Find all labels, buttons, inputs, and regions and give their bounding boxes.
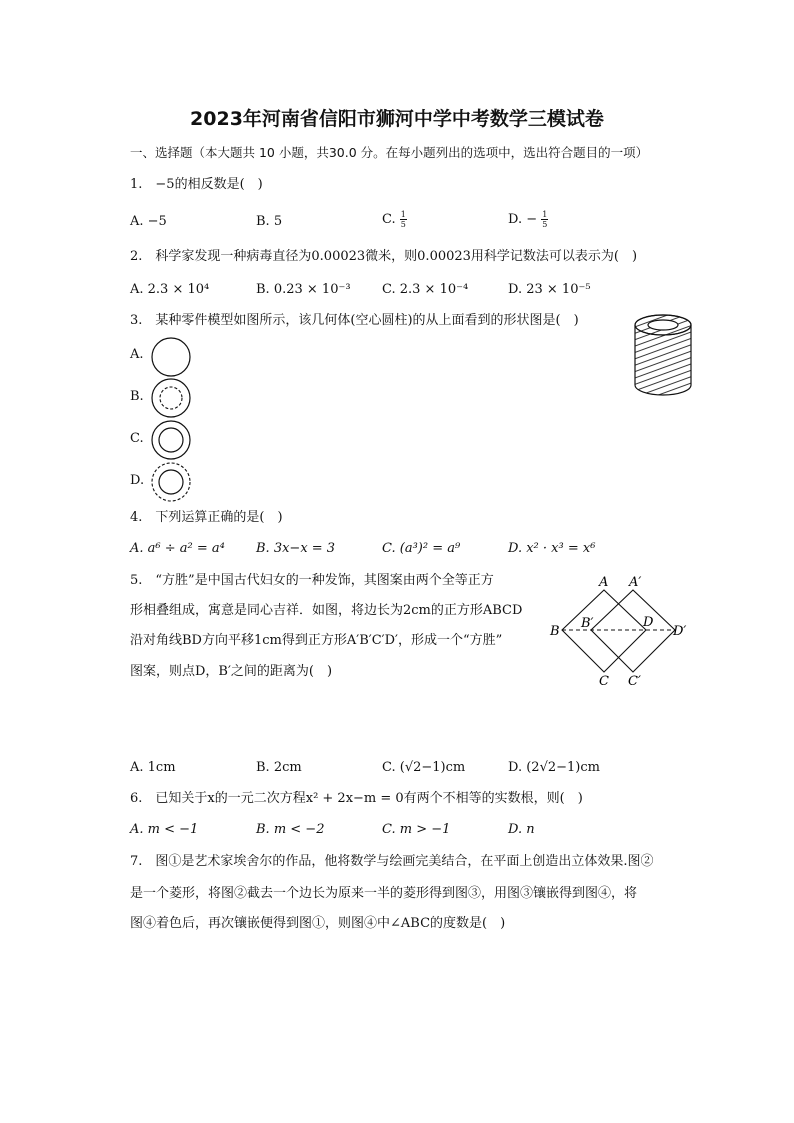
q4-option-a[interactable]: A. a⁶ ÷ a² = a⁴ <box>130 541 225 556</box>
q5-stem-line-1: 5. “方胜”是中国古代妇女的一种发饰，其图案由两个全等正方 <box>130 573 494 588</box>
label-C: C <box>599 674 609 689</box>
fangsheng-figure <box>545 572 695 690</box>
q6-option-a[interactable]: A. m < −1 <box>130 822 199 837</box>
fraction-numerator: 1 <box>400 210 406 219</box>
q3-option-c-ring-icon <box>150 419 192 461</box>
q1-option-b[interactable]: B. 5 <box>256 214 283 229</box>
q1-option-d[interactable] <box>508 210 548 230</box>
q1-option-a[interactable]: A. −5 <box>130 214 167 229</box>
label-A: A <box>599 575 609 590</box>
label-D: D <box>643 615 654 630</box>
label-C-prime: C′ <box>628 674 641 689</box>
q4-option-d[interactable]: D. x² · x³ = x⁶ <box>508 541 596 556</box>
q2-option-a[interactable]: A. 2.3 × 10⁴ <box>130 282 210 297</box>
q5-option-c[interactable]: C. (√2−1)cm <box>382 760 466 775</box>
q5-stem-line-3: 沿对角线BD方向平移1cm得到正方形A′B′C′D′，形成一个“方胜” <box>130 633 503 648</box>
q3-option-b[interactable]: B. <box>130 389 144 404</box>
q2-option-d[interactable]: D. 23 × 10⁻⁵ <box>508 282 591 297</box>
label-B: B <box>550 624 560 639</box>
q2-stem: 2. 科学家发现一种病毒直径为0.00023微米，则0.00023用科学记数法可以表示为( ) <box>130 249 638 264</box>
q1-stem: 1. −5的相反数是( ) <box>130 177 263 192</box>
q3-option-c[interactable]: C. <box>130 431 144 446</box>
hollow-cylinder-figure <box>632 312 694 398</box>
q4-option-c[interactable]: C. (a³)² = a⁹ <box>382 541 461 556</box>
q6-option-d[interactable]: D. n <box>508 822 535 837</box>
q3-option-d-ring-icon <box>150 461 192 503</box>
q5-option-b[interactable]: B. 2cm <box>256 760 302 775</box>
q6-stem: 6. 已知关于x的一元二次方程x² + 2x−m = 0有两个不相等的实数根，则( ) <box>130 791 583 806</box>
q7-stem-line-2: 是一个菱形，将图②截去一个边长为原来一半的菱形得到图③，用图③镶嵌得到图④，将 <box>130 886 638 901</box>
label-D-prime: D′ <box>673 624 687 639</box>
q1-option-d-fraction <box>541 210 548 229</box>
q3-option-b-ring-icon <box>150 377 192 419</box>
fraction-denominator: 5 <box>542 220 548 229</box>
q3-option-d[interactable]: D. <box>130 473 145 488</box>
page-title: 2023年河南省信阳市狮河中学中考数学三模试卷 <box>190 108 604 130</box>
q7-stem-line-1: 7. 图①是艺术家埃舍尔的作品，他将数学与绘画完美结合，在平面上创造出立体效果.图② <box>130 854 654 869</box>
q1-option-d-label: D. − <box>508 212 538 227</box>
q6-option-b[interactable]: B. m < −2 <box>256 822 325 837</box>
q5-stem-line-2: 形相叠组成，寓意是同心吉祥．如图，将边长为2cm的正方形ABCD <box>130 603 523 618</box>
q4-option-b[interactable]: B. 3x−x = 3 <box>256 541 336 556</box>
q4-stem: 4. 下列运算正确的是( ) <box>130 510 283 525</box>
q7-stem-line-3: 图④着色后，再次镶嵌便得到图①，则图④中∠ABC的度数是( ) <box>130 916 506 931</box>
q1-option-c-fraction <box>400 210 407 229</box>
q5-stem-line-4: 图案，则点D，B′之间的距离为( ) <box>130 664 333 679</box>
q2-option-c[interactable]: C. 2.3 × 10⁻⁴ <box>382 282 469 297</box>
section-heading: 一、选择题（本大题共 10 小题，共30.0 分。在每小题列出的选项中，选出符合题目的一项） <box>130 145 649 160</box>
q5-option-a[interactable]: A. 1cm <box>130 760 176 775</box>
label-B-prime: B′ <box>581 616 594 631</box>
label-A-prime: A′ <box>629 575 642 590</box>
fraction-numerator: 1 <box>542 210 548 219</box>
fraction-denominator: 5 <box>400 220 406 229</box>
q3-option-a[interactable]: A. <box>130 347 144 362</box>
q2-option-b[interactable]: B. 0.23 × 10⁻³ <box>256 282 351 297</box>
q1-option-c-label: C. <box>382 212 396 227</box>
q3-option-a-circle-icon <box>150 336 192 378</box>
q3-stem: 3. 某种零件模型如图所示，该几何体(空心圆柱)的从上面看到的形状图是( ) <box>130 313 579 328</box>
q1-option-c[interactable] <box>382 210 407 230</box>
q6-option-c[interactable]: C. m > −1 <box>382 822 451 837</box>
q5-option-d[interactable]: D. (2√2−1)cm <box>508 760 600 775</box>
